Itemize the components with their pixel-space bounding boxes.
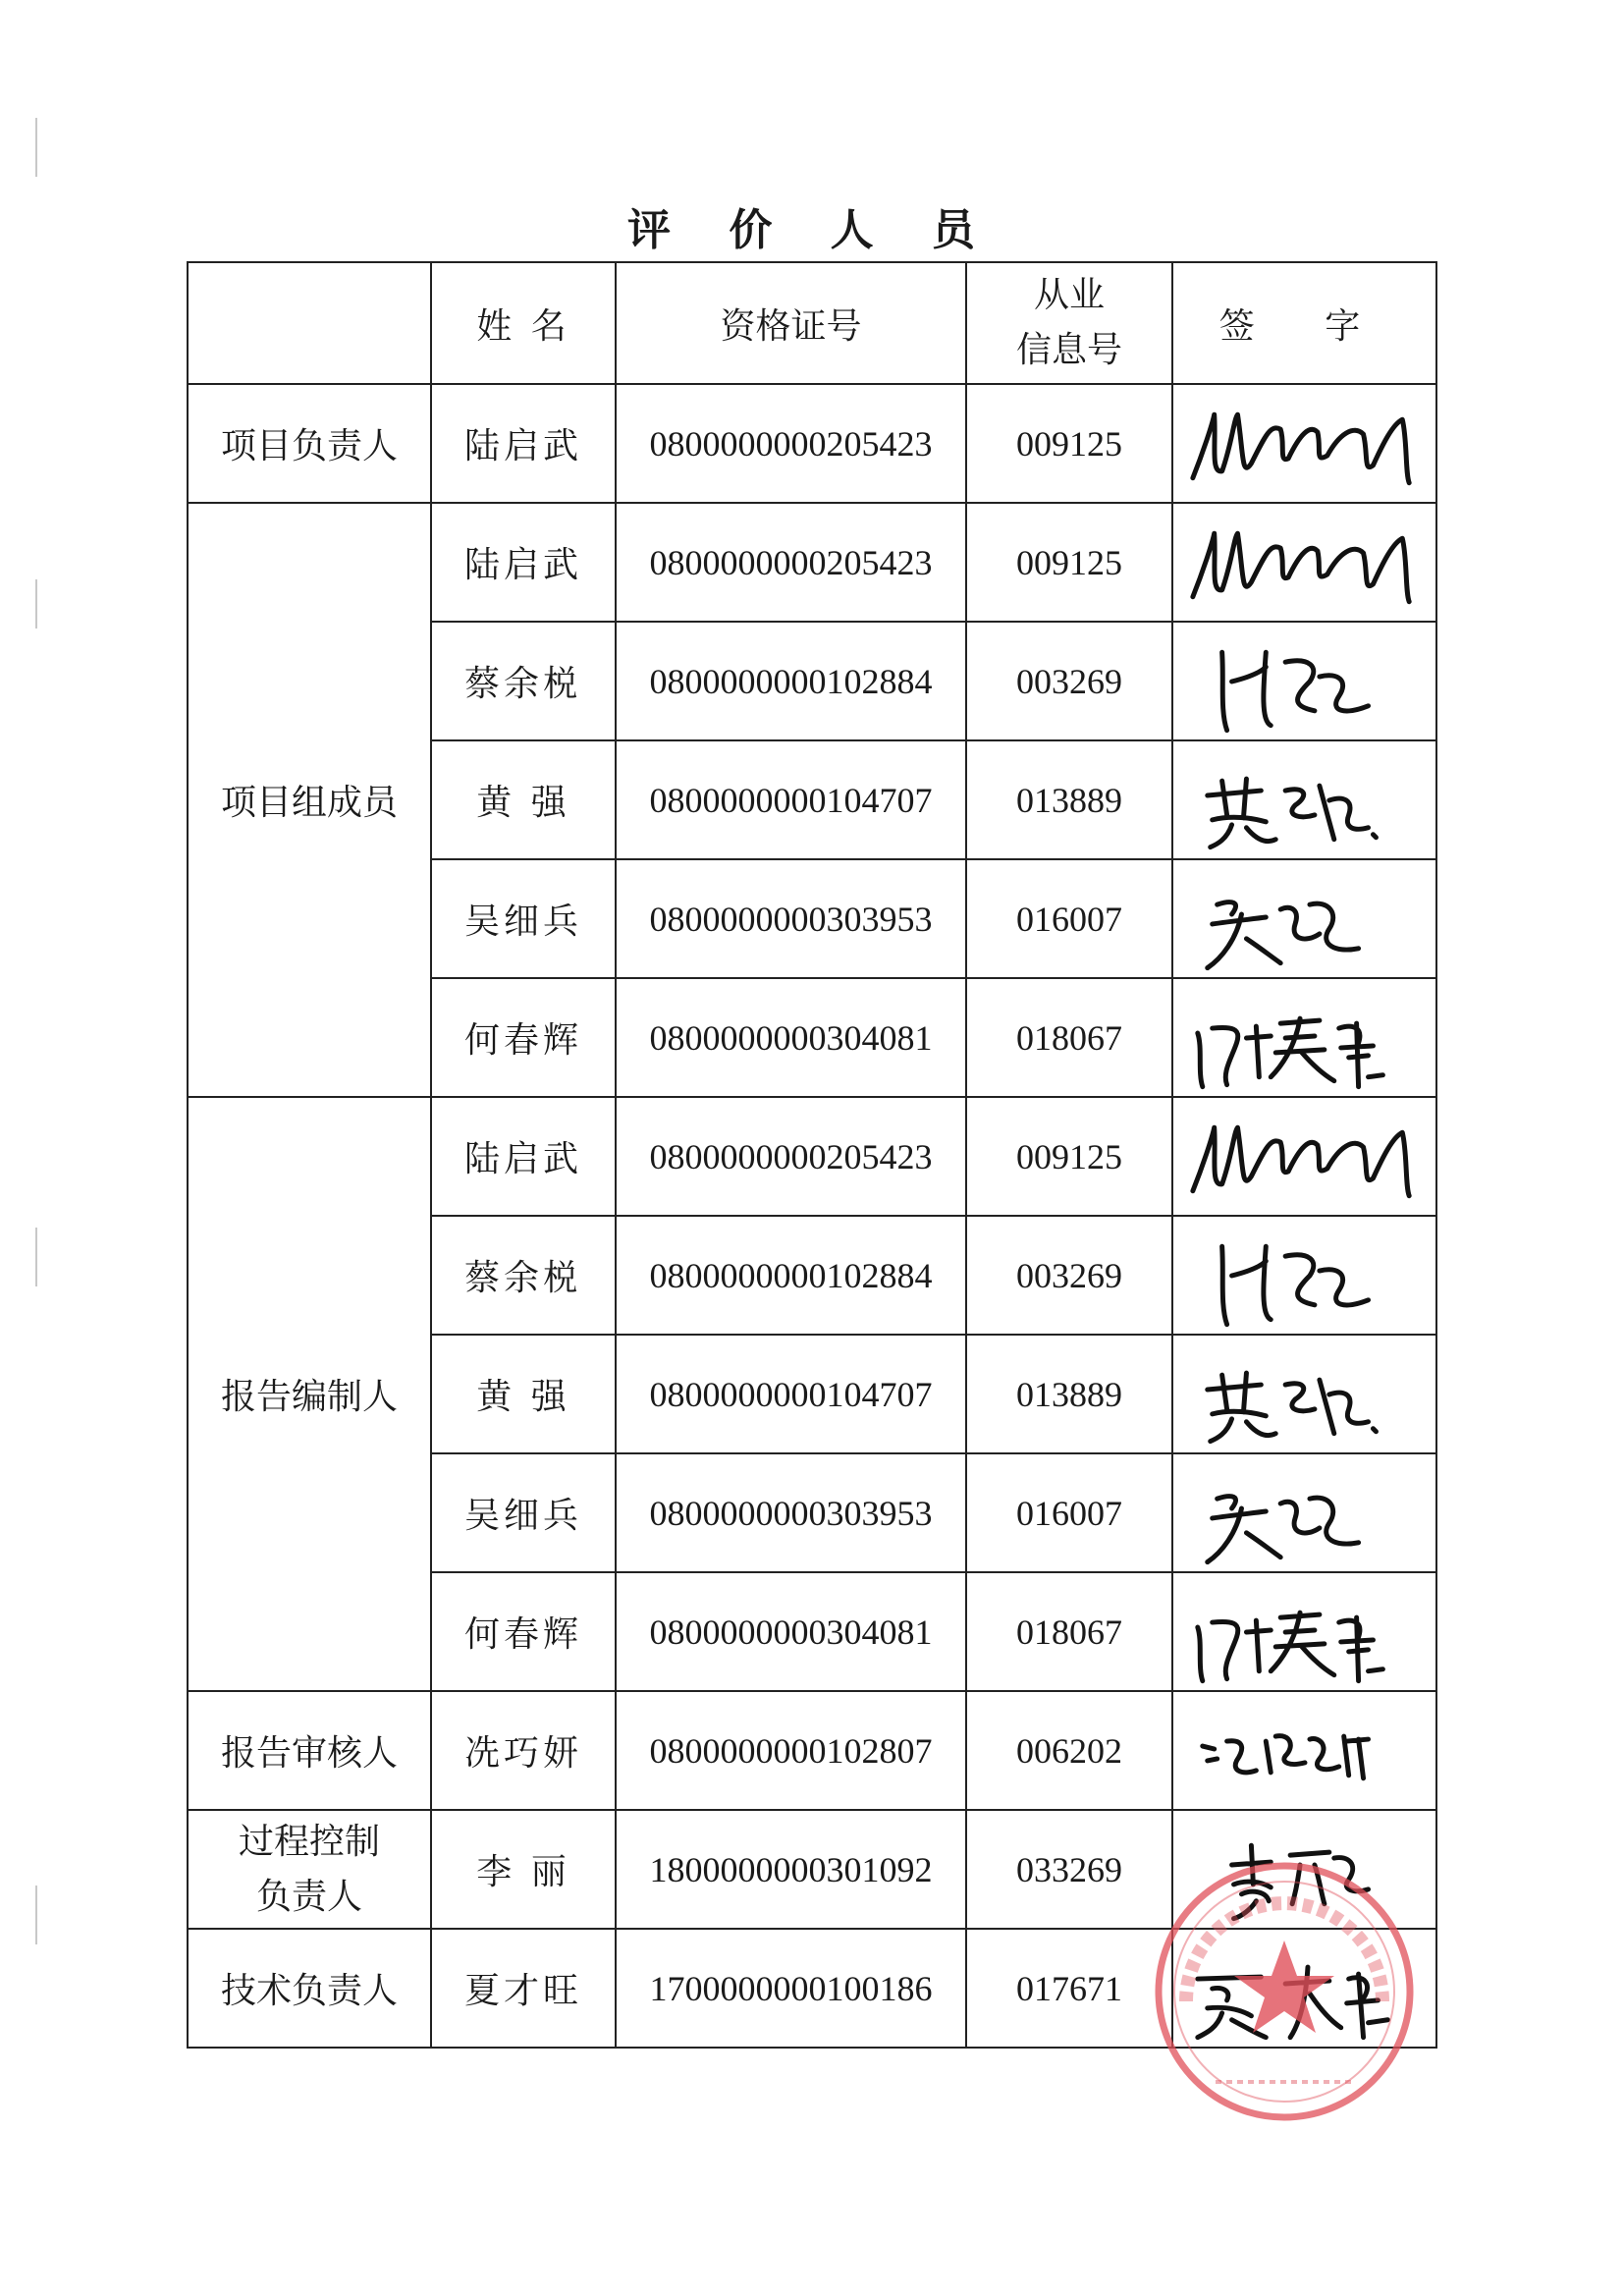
header-info-line1: 从业 xyxy=(1033,275,1105,315)
person-name: 陆启武 xyxy=(431,503,616,622)
table-row xyxy=(188,1929,1436,2048)
handwritten-signature xyxy=(1173,979,1435,1096)
person-name: 吴细兵 xyxy=(431,859,616,978)
person-name: 陆启武 xyxy=(431,1097,616,1216)
signature-stroke xyxy=(1193,1127,1409,1195)
group-label-process-line2: 负责人 xyxy=(255,1876,362,1917)
signature-cell xyxy=(1172,1572,1436,1691)
signature-stroke xyxy=(1198,1967,1388,2037)
person-name: 吴细兵 xyxy=(431,1453,616,1572)
header-info xyxy=(966,262,1172,384)
cert-number: 0800000000205423 xyxy=(616,1097,966,1216)
cert-number: 0800000000102884 xyxy=(616,622,966,740)
handwritten-signature xyxy=(1173,1098,1435,1215)
signature-stroke xyxy=(1222,652,1369,730)
person-name: 何春辉 xyxy=(431,1572,616,1691)
person-name: 李 丽 xyxy=(431,1810,616,1929)
person-name: 黄 强 xyxy=(431,1335,616,1453)
info-number: 006202 xyxy=(966,1691,1172,1810)
person-name: 黄 强 xyxy=(431,740,616,859)
scan-margin-mark xyxy=(35,1228,37,1286)
handwritten-signature xyxy=(1173,504,1435,621)
header-name: 姓 名 xyxy=(431,262,616,384)
handwritten-signature xyxy=(1173,623,1435,739)
signature-cell xyxy=(1172,1097,1436,1216)
table-header-row xyxy=(188,262,1436,384)
signature-cell xyxy=(1172,1216,1436,1335)
signature-stroke xyxy=(1232,1845,1369,1918)
group-label-tech: 技术负责人 xyxy=(188,1929,431,2048)
person-name: 何春辉 xyxy=(431,978,616,1097)
signature-cell xyxy=(1172,978,1436,1097)
cert-number: 0800000000104707 xyxy=(616,740,966,859)
group-label-members: 项目组成员 xyxy=(188,503,431,1097)
cert-number: 0800000000303953 xyxy=(616,1453,966,1572)
table-row xyxy=(188,503,1436,622)
cert-number: 1700000000100186 xyxy=(616,1929,966,2048)
cert-number: 0800000000304081 xyxy=(616,1572,966,1691)
info-number: 016007 xyxy=(966,859,1172,978)
signature-cell xyxy=(1172,1810,1436,1929)
info-number: 018067 xyxy=(966,1572,1172,1691)
signature-stroke xyxy=(1198,1018,1383,1086)
signature-cell xyxy=(1172,1929,1436,2048)
handwritten-signature xyxy=(1173,1336,1435,1452)
info-number: 018067 xyxy=(966,978,1172,1097)
group-label-writers: 报告编制人 xyxy=(188,1097,431,1691)
person-name: 陆启武 xyxy=(431,384,616,503)
handwritten-signature xyxy=(1173,1573,1435,1690)
signature-cell xyxy=(1172,1691,1436,1810)
handwritten-signature xyxy=(1173,1930,1435,2047)
cert-number: 0800000000205423 xyxy=(616,503,966,622)
signature-stroke xyxy=(1222,1246,1369,1324)
signature-stroke xyxy=(1193,533,1409,601)
handwritten-signature xyxy=(1173,741,1435,858)
signature-cell xyxy=(1172,384,1436,503)
signature-stroke xyxy=(1208,779,1377,847)
group-label-process-line1: 过程控制 xyxy=(238,1821,380,1862)
handwritten-signature xyxy=(1173,1692,1435,1809)
page-title: 评 价 人 员 xyxy=(627,205,997,255)
signature-cell xyxy=(1172,859,1436,978)
info-number: 017671 xyxy=(966,1929,1172,2048)
evaluator-table xyxy=(187,261,1437,2049)
cert-number: 1800000000301092 xyxy=(616,1810,966,1929)
header-sign: 签 字 xyxy=(1172,262,1436,384)
info-number: 009125 xyxy=(966,1097,1172,1216)
cert-number: 0800000000205423 xyxy=(616,384,966,503)
handwritten-signature xyxy=(1173,860,1435,977)
table-row xyxy=(188,384,1436,503)
table-row xyxy=(188,1097,1436,1216)
group-label-process xyxy=(188,1810,431,1929)
info-number: 033269 xyxy=(966,1810,1172,1929)
cert-number: 0800000000102807 xyxy=(616,1691,966,1810)
info-number: 013889 xyxy=(966,740,1172,859)
handwritten-signature xyxy=(1173,385,1435,502)
scan-margin-mark xyxy=(35,118,37,177)
signature-stroke xyxy=(1198,1613,1383,1680)
cert-number: 0800000000303953 xyxy=(616,859,966,978)
table-row xyxy=(188,1691,1436,1810)
signature-cell xyxy=(1172,1335,1436,1453)
info-number: 013889 xyxy=(966,1335,1172,1453)
info-number: 009125 xyxy=(966,384,1172,503)
cert-number: 0800000000102884 xyxy=(616,1216,966,1335)
handwritten-signature xyxy=(1173,1811,1435,1928)
group-label-reviewer: 报告审核人 xyxy=(188,1691,431,1810)
signature-cell xyxy=(1172,740,1436,859)
handwritten-signature xyxy=(1173,1217,1435,1334)
signature-stroke xyxy=(1208,1373,1377,1441)
signature-stroke xyxy=(1208,902,1359,968)
scan-margin-mark xyxy=(35,1886,37,1944)
cert-number: 0800000000104707 xyxy=(616,1335,966,1453)
person-name: 蔡余棁 xyxy=(431,1216,616,1335)
signature-stroke xyxy=(1203,1736,1369,1778)
handwritten-signature xyxy=(1173,1454,1435,1571)
signature-cell xyxy=(1172,503,1436,622)
signature-cell xyxy=(1172,1453,1436,1572)
table-row xyxy=(188,1810,1436,1929)
person-name: 蔡余棁 xyxy=(431,622,616,740)
header-cert: 资格证号 xyxy=(616,262,966,384)
scan-margin-mark xyxy=(35,579,37,629)
info-number: 009125 xyxy=(966,503,1172,622)
cert-number: 0800000000304081 xyxy=(616,978,966,1097)
info-number: 003269 xyxy=(966,1216,1172,1335)
signature-stroke xyxy=(1208,1497,1359,1562)
signature-stroke xyxy=(1193,414,1409,482)
group-label-leader: 项目负责人 xyxy=(188,384,431,503)
signature-cell xyxy=(1172,622,1436,740)
header-info-line2: 信息号 xyxy=(1015,330,1122,370)
info-number: 003269 xyxy=(966,622,1172,740)
person-name: 夏才旺 xyxy=(431,1929,616,2048)
info-number: 016007 xyxy=(966,1453,1172,1572)
person-name: 冼巧妍 xyxy=(431,1691,616,1810)
header-role xyxy=(188,262,431,384)
